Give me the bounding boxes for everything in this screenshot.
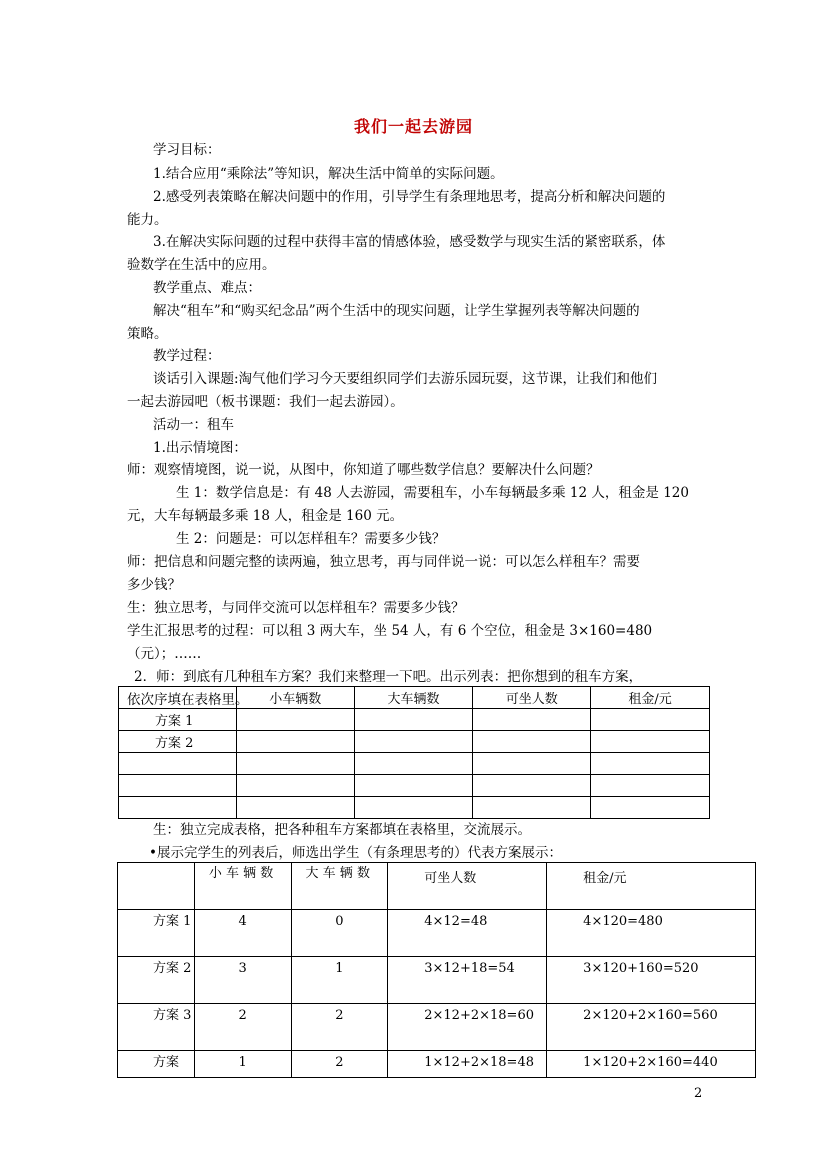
- text-line: 学生汇报思考的过程：可以租 3 两大车，坐 54 人，有 6 个空位，租金是 3×160=480: [127, 623, 653, 639]
- table-cell: 3×12+18=54: [388, 957, 547, 1004]
- table-cell: 1×12+2×18=48: [388, 1051, 547, 1078]
- text-line: 一起去游园吧（板书课题：我们一起去游园）。: [127, 394, 404, 410]
- table-header-cell: 小车辆数: [236, 687, 354, 709]
- table-header-cell: [118, 863, 195, 910]
- table-row: [118, 910, 756, 957]
- text-line: 依次序填在表格里。: [127, 692, 249, 708]
- table-cell: [473, 753, 591, 775]
- table-cell: [354, 709, 473, 731]
- table-cell: 2: [194, 1004, 291, 1051]
- text-line: 3.在解决实际问题的过程中获得丰富的情感体验，感受数学与现实生活的紧密联系，体: [153, 234, 666, 250]
- text-line: 生：独立思考，与同伴交流可以怎样租车？需要多少钱？: [127, 600, 465, 616]
- table-cell: [354, 753, 473, 775]
- table-row: [118, 957, 756, 1004]
- table-header-row: [119, 687, 710, 709]
- text-line: 生：独立完成表格，把各种租车方案都填在表格里，交流展示。: [153, 822, 531, 838]
- table-row: [119, 731, 710, 753]
- table-cell: [236, 709, 354, 731]
- text-line: 生 2：问题是：可以怎样租车？需要多少钱？: [176, 531, 446, 547]
- text-line: 1.结合应用“乘除法”等知识，解决生活中简单的实际问题。: [153, 166, 504, 182]
- text-line: 元，大车每辆最多乘 18 人，租金是 160 元。: [127, 508, 404, 524]
- table-header-cell: 小 车 辆 数: [194, 863, 291, 910]
- table-header-cell: 可坐人数: [388, 863, 547, 910]
- table-row: [118, 1051, 756, 1078]
- table-cell: 方案 1: [118, 910, 195, 957]
- table-cell: 方案: [118, 1051, 195, 1078]
- table-header-row: [118, 863, 756, 910]
- document-title: 我们一起去游园: [353, 117, 473, 136]
- table-cell: [473, 797, 591, 819]
- table-cell: 方案 3: [118, 1004, 195, 1051]
- table-cell: 1: [194, 1051, 291, 1078]
- text-line: 2.感受列表策略在解决问题中的作用，引导学生有条理地思考，提高分析和解决问题的: [153, 189, 666, 205]
- table-cell: [236, 797, 354, 819]
- table-cell: 方案 2: [118, 957, 195, 1004]
- table-cell: [354, 797, 473, 819]
- page-number: 2: [694, 1086, 703, 1101]
- rental-plan-table: [118, 686, 710, 819]
- table-cell: [591, 731, 710, 753]
- text-line: 解决“租车”和“购买纪念品”两个生活中的现实问题，让学生掌握列表等解决问题的: [153, 303, 640, 319]
- table-cell: 3×120+160=520: [547, 957, 756, 1004]
- text-line: 能力。: [127, 212, 168, 228]
- table-cell: 方案 1: [119, 709, 237, 731]
- table-cell: [354, 775, 473, 797]
- text-line: 教学过程：: [153, 348, 221, 364]
- table-cell: [236, 731, 354, 753]
- table-cell: 方案 2: [119, 731, 237, 753]
- table-cell: 4: [194, 910, 291, 957]
- table-cell: 1: [291, 957, 388, 1004]
- table-row: [118, 1004, 756, 1051]
- text-line: 多少钱？: [127, 577, 181, 593]
- table-cell: 0: [291, 910, 388, 957]
- text-line: 师：观察情境图，说一说，从图中，你知道了哪些数学信息？要解决什么问题？: [127, 462, 600, 478]
- table-cell: 2×120+2×160=560: [547, 1004, 756, 1051]
- table-cell: 4×120=480: [547, 910, 756, 957]
- table-header-cell: [119, 687, 237, 709]
- table-cell: [354, 731, 473, 753]
- table-cell: 2: [291, 1004, 388, 1051]
- rental-solution-table: [117, 862, 756, 1078]
- table-cell: [591, 709, 710, 731]
- table-header-cell: 大车辆数: [354, 687, 473, 709]
- table-row: [119, 797, 710, 819]
- table-row: [119, 775, 710, 797]
- table-row: [119, 709, 710, 731]
- text-line: 策略。: [127, 326, 168, 342]
- table-row: [119, 753, 710, 775]
- table-cell: [236, 753, 354, 775]
- table-cell: [119, 775, 237, 797]
- text-line: 教学重点、难点：: [153, 280, 261, 296]
- text-line: 2．师：到底有几种租车方案？我们来整理一下吧。出示列表：把你想到的租车方案，: [134, 669, 643, 685]
- text-line: 师：把信息和问题完整的读两遍，独立思考，再与同伴说一说：可以怎么样租车？需要: [127, 554, 640, 570]
- text-line: 学习目标：: [153, 142, 221, 158]
- table-header-cell: 租金/元: [591, 687, 710, 709]
- table-cell: [473, 775, 591, 797]
- table-cell: 3: [194, 957, 291, 1004]
- table-cell: 2: [291, 1051, 388, 1078]
- table-header-cell: 租金/元: [547, 863, 756, 910]
- table-cell: [473, 709, 591, 731]
- table-header-cell: 大 车 辆 数: [291, 863, 388, 910]
- table-cell: [591, 797, 710, 819]
- table-cell: 1×120+2×160=440: [547, 1051, 756, 1078]
- text-line: 验数学在生活中的应用。: [127, 257, 276, 273]
- table-cell: 4×12=48: [388, 910, 547, 957]
- table-cell: [236, 775, 354, 797]
- table-cell: [119, 753, 237, 775]
- text-line: 谈话引入课题:淘气他们学习今天要组织同学们去游乐园玩耍，这节课，让我们和他们: [153, 371, 658, 387]
- text-line: （元）；……: [127, 646, 202, 662]
- table-cell: [473, 731, 591, 753]
- table-cell: [119, 797, 237, 819]
- table-header-cell: 可坐人数: [473, 687, 591, 709]
- text-line: 活动一：租车: [153, 417, 234, 433]
- text-line: •展示完学生的列表后，师选出学生（有条理思考的）代表方案展示：: [149, 845, 562, 861]
- table-cell: 2×12+2×18=60: [388, 1004, 547, 1051]
- table-cell: [591, 775, 710, 797]
- text-line: 1.出示情境图：: [153, 440, 247, 456]
- text-line: 生 1：数学信息是：有 48 人去游园，需要租车，小车每辆最多乘 12 人，租金是 120: [176, 485, 689, 501]
- table-cell: [591, 753, 710, 775]
